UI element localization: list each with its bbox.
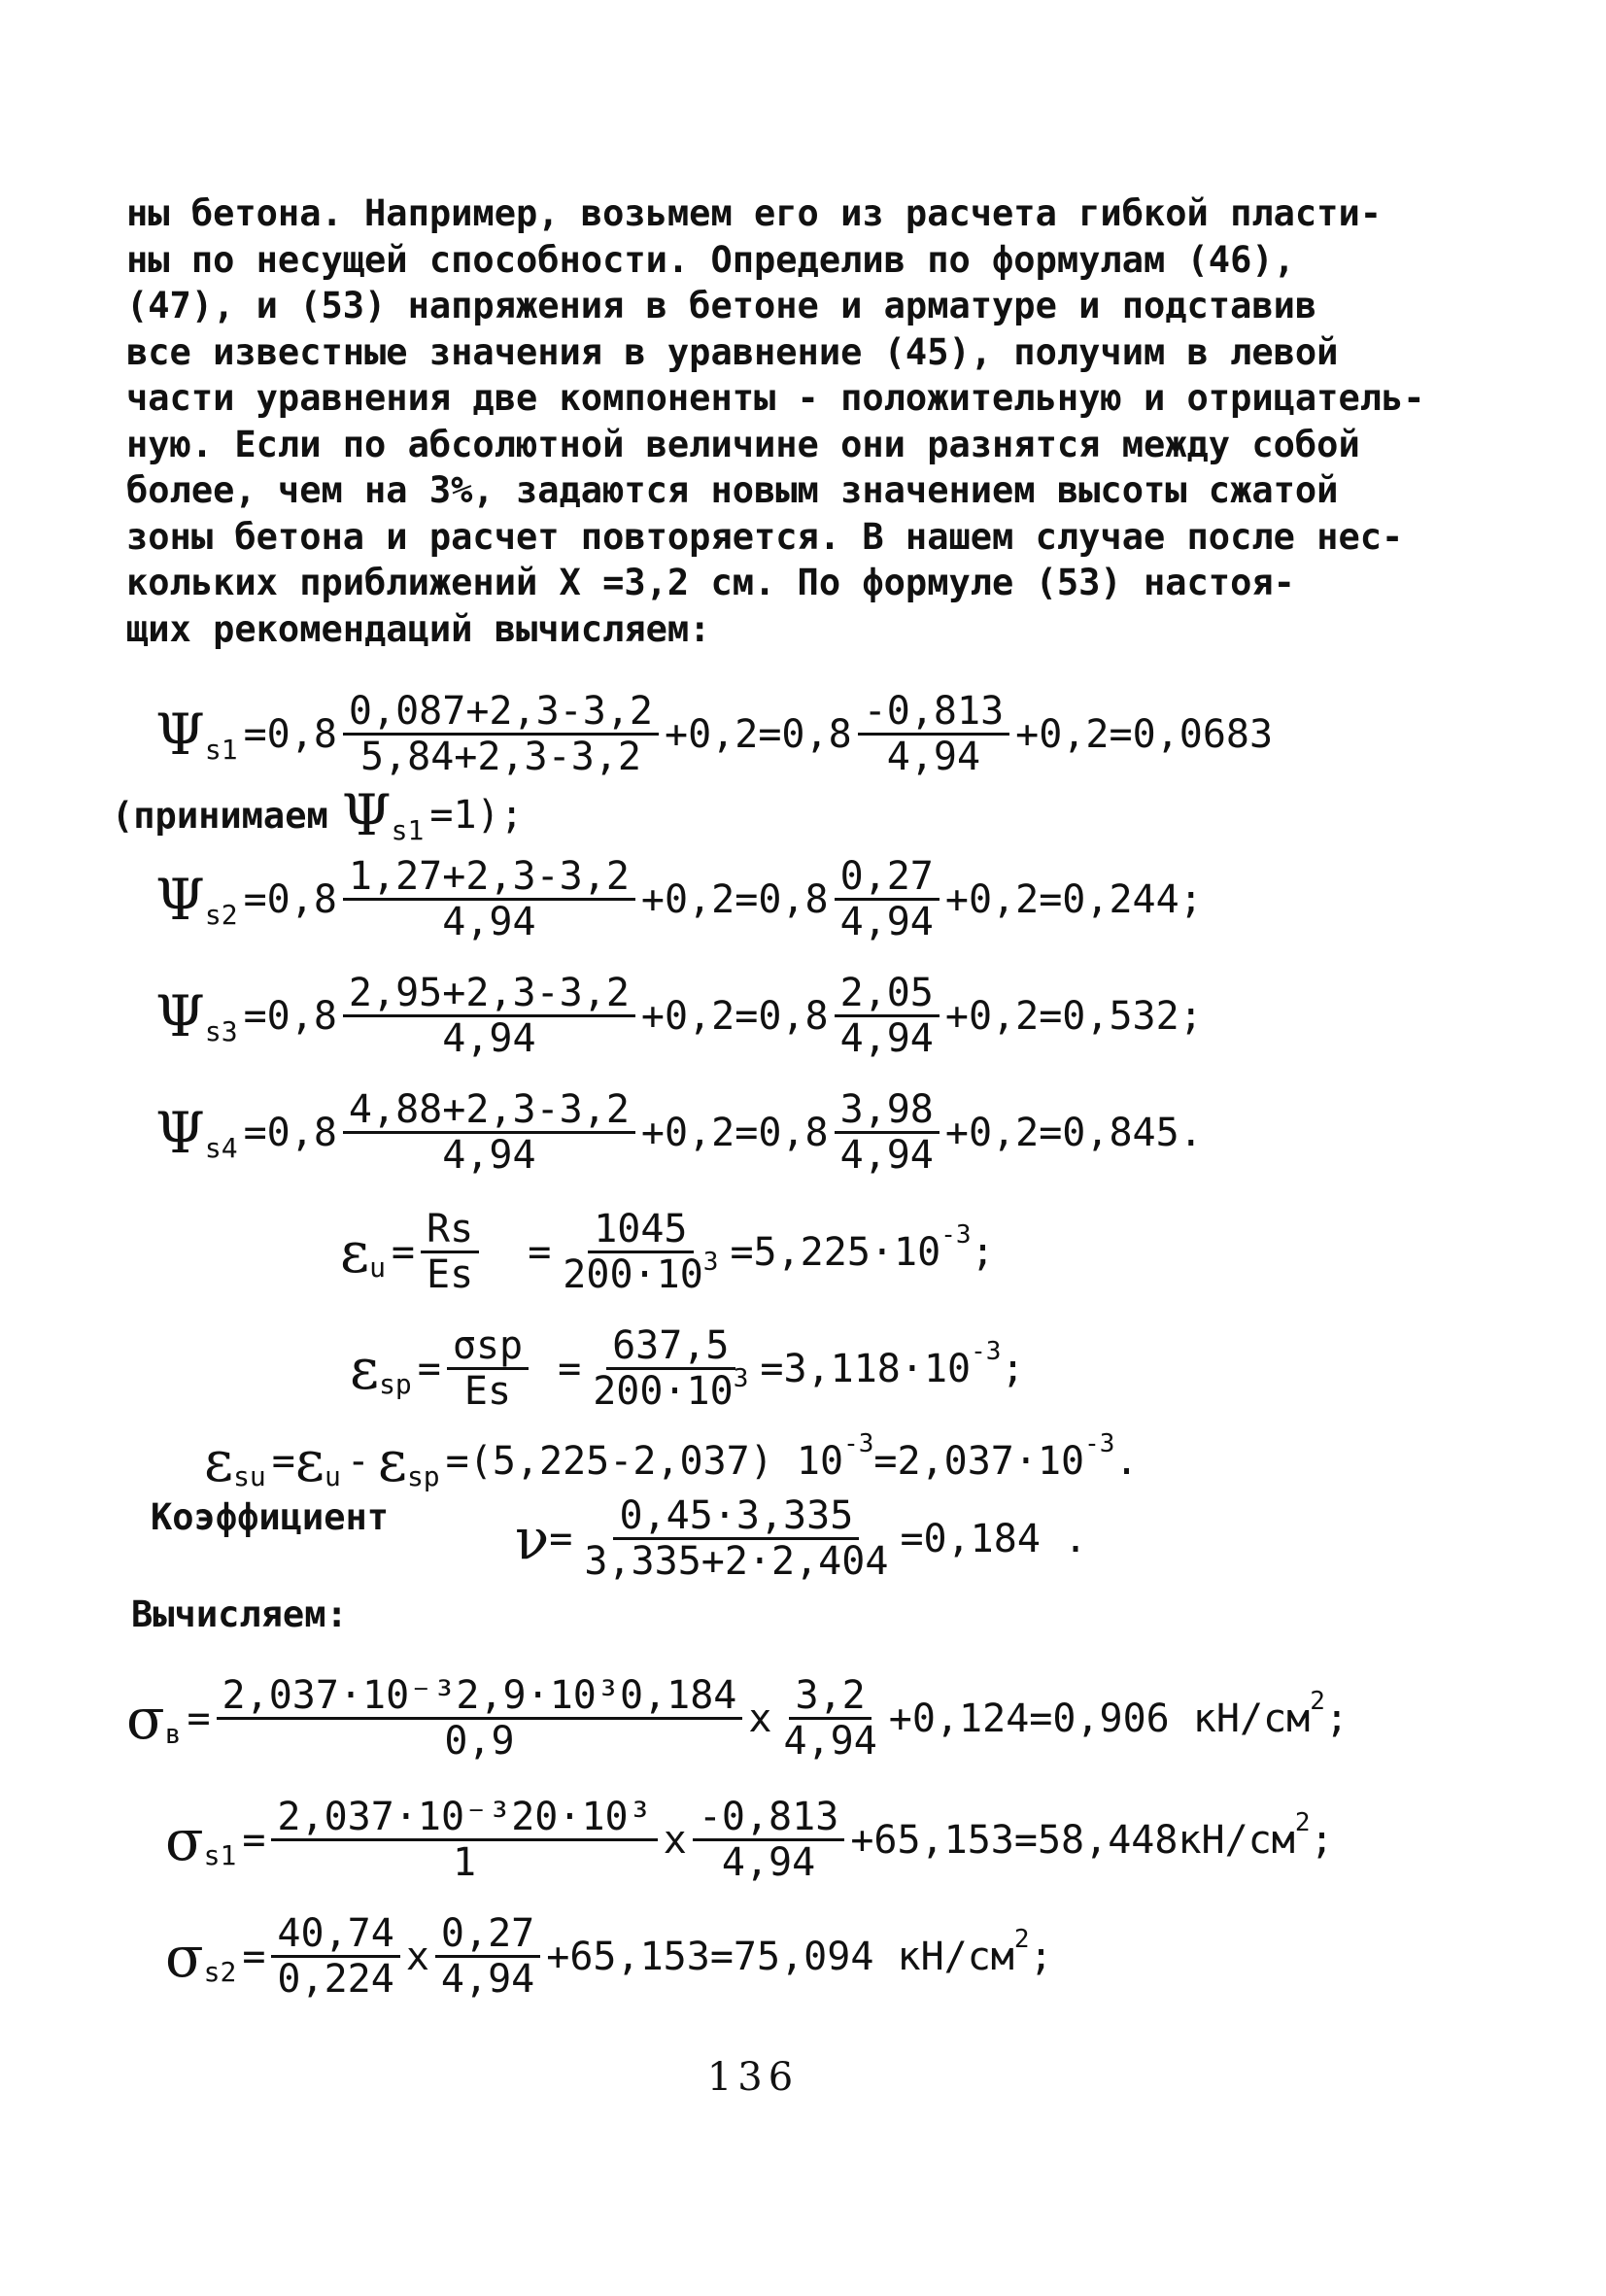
body-paragraph: [126, 190, 1486, 652]
note-text: (принимаем: [112, 794, 328, 837]
formula-text: +0,2=0,532;: [944, 993, 1203, 1039]
formula-text: ;: [1001, 1346, 1025, 1391]
formula-sigma-s1: [165, 1795, 1334, 1885]
text-line: ны по несущей способности. Определив по формулам (46),: [126, 238, 1295, 281]
denominator: 4,94: [839, 900, 934, 944]
numerator: -0,813: [858, 692, 1010, 736]
fraction: [271, 1795, 657, 1885]
formula-text: =2,037·10: [873, 1439, 1085, 1484]
fraction: [421, 1207, 479, 1297]
numerator: 2,037·10⁻³2,9·10³0,184: [217, 1676, 743, 1720]
formula-text: =5,225·10: [730, 1229, 941, 1275]
formula-psi-s4: [155, 1087, 1203, 1178]
epsilon-symbol: ε: [204, 1428, 234, 1494]
calc-label: Вычисляем:: [131, 1593, 348, 1635]
fraction: [587, 1323, 754, 1414]
subscript: sp: [406, 1460, 440, 1492]
numerator: 3,2: [789, 1676, 871, 1720]
formula-text: =0,8: [243, 711, 337, 757]
formula-text: =0,8: [243, 876, 337, 922]
formula-text: x: [405, 1934, 429, 1979]
formula-text: ;: [1029, 1934, 1053, 1979]
formula-text: +0,2=0,8: [640, 876, 829, 922]
denominator: [557, 1248, 724, 1297]
superscript: -3: [940, 1219, 972, 1250]
denominator: 3,335+2·2,404: [584, 1539, 889, 1584]
fraction: [835, 1087, 940, 1178]
numerator: 1,27+2,3-3,2: [343, 857, 635, 901]
fraction: [447, 1323, 529, 1414]
note-text: =1);: [429, 793, 524, 838]
denominator: 4,94: [442, 900, 536, 944]
formula-text: +0,2=0,8: [640, 993, 829, 1039]
denominator: 4,94: [721, 1840, 816, 1885]
text-line: кольких приближений X =3,2 см. По формуле (53) настоя-: [126, 562, 1295, 603]
epsilon-symbol: ε: [340, 1218, 370, 1285]
psi-symbol: Ψ: [155, 701, 205, 768]
subscript: u: [369, 1251, 386, 1284]
subscript: s1: [203, 1838, 237, 1871]
fraction: [343, 854, 635, 944]
superscript: -3: [843, 1429, 874, 1458]
subscript: u: [324, 1460, 341, 1492]
sigma-symbol: σ: [126, 1685, 165, 1752]
denominator: 1: [453, 1840, 477, 1885]
psi-symbol: Ψ: [155, 866, 205, 933]
epsilon-symbol: ε: [294, 1428, 325, 1494]
formula-text: =: [271, 1439, 295, 1484]
text-line: зоны бетона и расчет повторяется. В нашем случае после нес-: [126, 515, 1404, 558]
subscript: s2: [204, 898, 238, 931]
psi-symbol: Ψ: [155, 982, 205, 1049]
numerator: 0,27: [835, 857, 940, 901]
numerator: 1045: [588, 1210, 693, 1253]
numerator: 637,5: [606, 1326, 735, 1370]
fraction: [343, 971, 635, 1061]
epsilon-symbol: ε: [377, 1428, 407, 1494]
denominator: 5,84+2,3-3,2: [359, 735, 641, 779]
formula-text: x: [748, 1696, 772, 1741]
fraction: [271, 1911, 399, 2002]
formula-text: +0,2=0,8: [665, 711, 852, 757]
numerator: 2,95+2,3-3,2: [343, 974, 635, 1017]
superscript: -3: [1084, 1429, 1115, 1458]
text-line: все известные значения в уравнение (45), получим в левой: [126, 330, 1339, 373]
fraction: [835, 971, 940, 1061]
psi-symbol: Ψ: [341, 782, 392, 848]
denominator: 4,94: [839, 1016, 934, 1061]
text-line: щих рекомендаций вычисляем:: [126, 607, 711, 650]
fraction: [343, 1087, 635, 1178]
formula-eps-u: [340, 1207, 995, 1297]
formula-eps-sp: [350, 1323, 1025, 1414]
denominator: 4,94: [886, 735, 981, 779]
formula-text: +0,2=0,0683: [1015, 711, 1274, 757]
numerator: σsp: [447, 1326, 529, 1370]
denominator: 4,94: [839, 1133, 934, 1178]
formula-text: -: [346, 1439, 370, 1484]
fraction: [777, 1673, 882, 1764]
formula-text: =0,8: [243, 993, 337, 1039]
denominator-text: 200·10: [593, 1369, 734, 1414]
formula-text: ;: [1324, 1696, 1350, 1741]
formula-text: =: [187, 1696, 211, 1741]
denominator: 4,94: [442, 1016, 536, 1061]
formula-text: =3,118·10: [760, 1346, 972, 1391]
fraction: [835, 854, 940, 944]
superscript: 3: [733, 1364, 749, 1393]
fraction: [217, 1673, 743, 1764]
formula-text: ;: [971, 1229, 995, 1275]
page-number: 136: [706, 2055, 800, 2100]
superscript: 2: [1310, 1686, 1325, 1716]
denominator: 4,94: [440, 1957, 535, 2002]
denominator: 0,224: [277, 1957, 394, 2002]
formula-text: +65,153=75,094 кН/см: [546, 1934, 1014, 1979]
numerator: 0,45·3,335: [613, 1496, 859, 1540]
numerator: 0,27: [435, 1914, 540, 1958]
fraction: [578, 1493, 894, 1584]
sigma-symbol: σ: [165, 1923, 204, 1990]
text-line: ны бетона. Например, возьмем его из расчета гибкой пласти-: [126, 192, 1383, 234]
formula-text: +0,124=0,906 кН/см: [888, 1696, 1311, 1741]
formula-text: =: [528, 1229, 552, 1275]
numerator: Rs: [421, 1210, 479, 1253]
formula-sigma-s2: [165, 1911, 1053, 2002]
subscript: s4: [204, 1131, 238, 1164]
denominator-text: 200·10: [563, 1252, 703, 1297]
text-line: части уравнения две компоненты - положительную и отрицатель-: [126, 377, 1425, 419]
denominator: [587, 1364, 754, 1414]
formula-text: =(5,225-2,037) 10: [445, 1439, 844, 1484]
formula-text: +0,2=0,8: [640, 1110, 829, 1155]
denominator: 0,9: [444, 1719, 515, 1764]
denominator: Es: [463, 1369, 512, 1414]
subscript: su: [233, 1460, 266, 1492]
formula-text: +65,153=58,448кН/см: [850, 1817, 1295, 1863]
superscript: 2: [1013, 1924, 1030, 1954]
formula-text: .: [1114, 1439, 1139, 1484]
superscript: 3: [702, 1248, 719, 1277]
formula-psi-s3: [155, 971, 1203, 1061]
fraction: [435, 1911, 540, 2002]
numerator: 3,98: [835, 1090, 940, 1134]
formula-text: =: [417, 1346, 441, 1391]
formula-text: +0,2=0,244;: [944, 876, 1203, 922]
formula-text: x: [663, 1817, 687, 1863]
denominator: 4,94: [783, 1719, 877, 1764]
formula-sigma-b: [126, 1673, 1350, 1764]
coefficient-label: Коэффициент: [151, 1496, 390, 1538]
subscript: s1: [204, 733, 238, 766]
formula-text: =0,8: [243, 1110, 337, 1155]
sigma-symbol: σ: [165, 1806, 204, 1873]
subscript: sp: [379, 1367, 412, 1400]
subscript: s2: [203, 1955, 237, 1988]
numerator: 0,087+2,3-3,2: [343, 692, 659, 736]
formula-text: =: [558, 1346, 582, 1391]
numerator: 4,88+2,3-3,2: [343, 1090, 635, 1134]
text-line: (47), и (53) напряжения в бетоне и арматуре и подставив: [126, 285, 1317, 326]
numerator: -0,813: [693, 1798, 845, 1841]
epsilon-symbol: ε: [350, 1335, 380, 1402]
formula-text: =: [549, 1516, 573, 1561]
formula-text: =: [391, 1229, 416, 1275]
formula-eps-su: [204, 1428, 1139, 1494]
formula-psi-s1: [155, 689, 1274, 779]
numerator: 40,74: [271, 1914, 399, 1958]
subscript: в: [164, 1717, 182, 1750]
fraction: [557, 1207, 724, 1297]
superscript: -3: [971, 1336, 1002, 1366]
text-line: более, чем на 3%, задаются новым значением высоты сжатой: [126, 469, 1339, 511]
formula-text: =0,184 .: [900, 1516, 1088, 1561]
fraction: [693, 1795, 845, 1885]
fraction: [343, 689, 659, 779]
numerator: 2,05: [835, 974, 940, 1017]
superscript: 2: [1294, 1807, 1311, 1837]
numerator: 2,037·10⁻³20·10³: [271, 1798, 657, 1841]
formula-text: =: [242, 1817, 266, 1863]
formula-psi-s2: [155, 854, 1203, 944]
psi-symbol: Ψ: [155, 1099, 205, 1166]
subscript: s3: [204, 1014, 238, 1047]
formula-text: ;: [1310, 1817, 1334, 1863]
formula-nu: [515, 1493, 1088, 1584]
nu-symbol: ν: [515, 1505, 550, 1572]
formula-text: =: [242, 1934, 266, 1979]
text-line: ную. Если по абсолютной величине они разнятся между собой: [126, 423, 1360, 465]
formula-text: +0,2=0,845.: [944, 1110, 1203, 1155]
denominator: Es: [427, 1252, 474, 1297]
denominator: 4,94: [442, 1133, 536, 1178]
subscript: s1: [391, 814, 425, 846]
formula-psi-s1-note: [112, 782, 524, 848]
fraction: [858, 689, 1010, 779]
